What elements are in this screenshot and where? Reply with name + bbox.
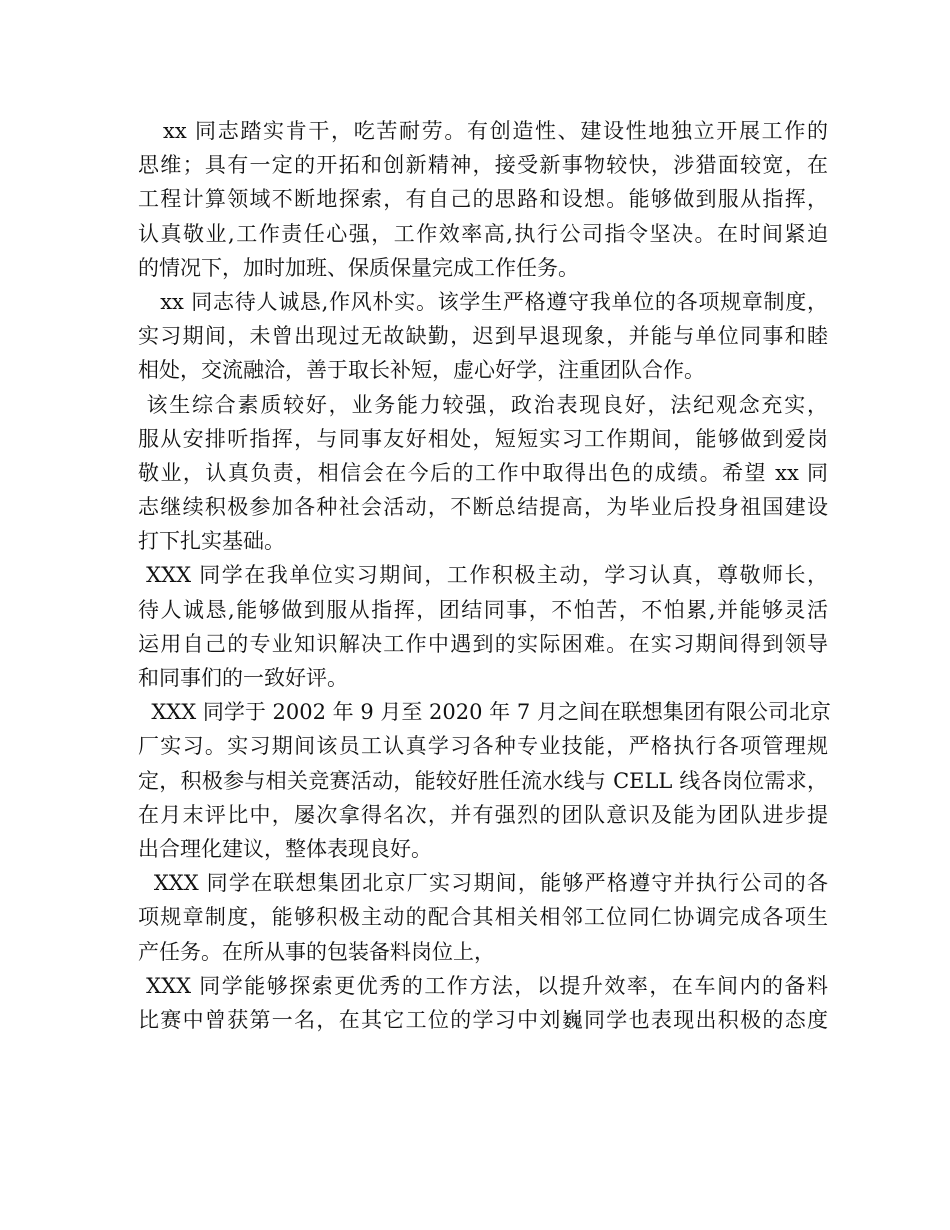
text-line: 比赛中曾获第一名，在其它工位的学习中刘巍同学也表现出积极的态度: [138, 1007, 828, 1032]
text-line: 和同事们的一致好评。: [138, 666, 348, 690]
text-line: 志继续积极参加各种社会活动，不断总结提高，为毕业后投身祖国建设: [138, 495, 828, 520]
text-line: 定，积极参与相关竞赛活动，能较好胜任流水线与 CELL 线各岗位需求，: [138, 768, 828, 793]
text-line: xx 同志待人诚恳,作风朴实。该学生严格遵守我单位的各项规章制度，: [138, 289, 828, 314]
text-line: 服从安排听指挥，与同事友好相处，短短实习工作期间，能够做到爱岗: [138, 426, 828, 451]
text-line: 思维；具有一定的开拓和创新精神，接受新事物较快，涉猎面较宽，在: [138, 153, 828, 178]
text-line: 厂实习。实习期间该员工认真学习各种专业技能，严格执行各项管理规: [138, 734, 828, 759]
text-line: XXX 同学在我单位实习期间，工作积极主动，学习认真，尊敬师长，: [138, 563, 828, 588]
text-line: 工程计算领域不断地探索，有自己的思路和设想。能够做到服从指挥，: [138, 187, 828, 212]
text-line: XXX 同学在联想集团北京厂实习期间，能够严格遵守并执行公司的各: [138, 871, 828, 896]
text-line: 待人诚恳,能够做到服从指挥，团结同事，不怕苦，不怕累,并能够灵活: [138, 597, 828, 622]
text-line: XXX 同学于 2002 年 9 月至 2020 年 7 月之间在联想集团有限公司北京: [138, 700, 831, 725]
text-line: XXX 同学能够探索更优秀的工作方法，以提升效率，在车间内的备料: [138, 973, 828, 998]
text-line: 出合理化建议，整体表现良好。: [138, 836, 432, 861]
text-line: 产任务。在所从事的包装备料岗位上，: [138, 939, 495, 964]
text-line: 实习期间，未曾出现过无故缺勤，迟到早退现象，并能与单位同事和睦: [138, 324, 828, 349]
text-line: 项规章制度，能够积极主动的配合其相关相邻工位同仁协调完成各项生: [138, 905, 828, 930]
text-line: 打下扎实基础。: [138, 529, 285, 554]
text-line: 运用自己的专业知识解决工作中遇到的实际困难。在实习期间得到领导: [138, 631, 828, 656]
text-line: 认真敬业,工作责任心强，工作效率高,执行公司指令坚决。在时间紧迫: [138, 221, 828, 246]
text-line: xx 同志踏实肯干，吃苦耐劳。有创造性、建设性地独立开展工作的: [138, 119, 828, 143]
text-line: 的情况下，加时加班、保质保量完成工作任务。: [138, 255, 579, 280]
text-line: 敬业，认真负责，相信会在今后的工作中取得出色的成绩。希望 xx 同: [138, 460, 828, 485]
text-line: 该生综合素质较好，业务能力较强，政治表现良好，法纪观念充实，: [138, 392, 828, 417]
document-body: [138, 114, 831, 1037]
text-line: 在月末评比中，屡次拿得名次，并有强烈的团队意识及能为团队进步提: [138, 802, 828, 827]
text-line: 相处，交流融洽，善于取长补短，虚心好学，注重团队合作。: [138, 358, 705, 383]
